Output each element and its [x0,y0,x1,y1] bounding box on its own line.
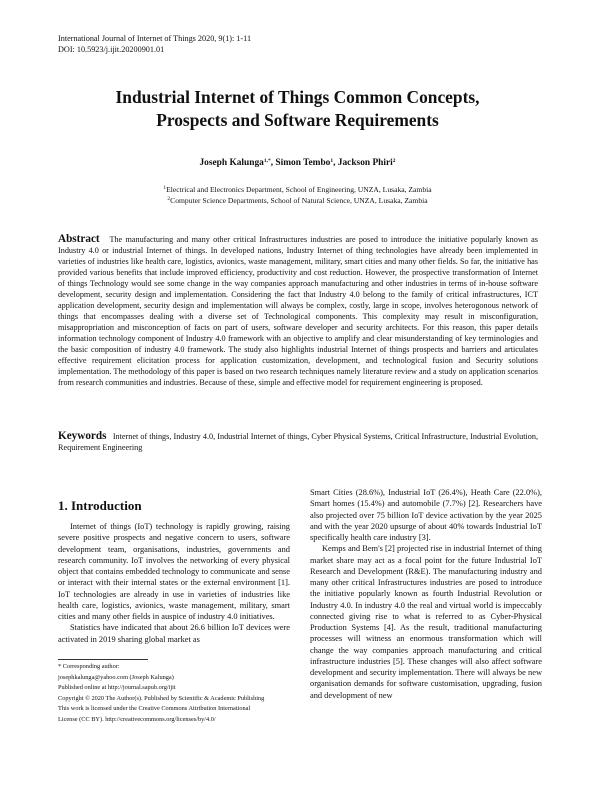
author-affiliation-mark: 1,* [263,158,271,164]
author-name: Jackson Phiri [337,158,393,168]
affiliation [40,195,555,206]
paragraph: Internet of things (IoT) technology is rapidly growing, raising severe positive prospects and negative concern to users, software development team, organisations, industries, governments and research community. IoT involves the networking of every physical object that contains embedded technology to communicate and sense or interact with their internal states or the external environment [1]. IoT technologies are already in use in varieties of industries like health care, logistics, avionics, waste management, military, smart cities and many other fields in auspice of industry 4.0 initiatives. [58,522,290,621]
author-affiliation-mark: 1 [330,158,334,164]
section-heading: 1. Introduction [58,498,142,513]
footnote-line: License (CC BY). http://creativecommons.org/licenses/by/4.0/ [58,715,216,723]
journal-citation: International Journal of Internet of Things 2020, 9(1): 1-11 [58,34,252,43]
affiliation-text: Computer Science Departments, School of Natural Science, UNZA, Lusaka, Zambia [170,196,428,205]
running-header [58,33,251,55]
keywords-text: Internet of things, Industry 4.0, Industrial Internet of things, Cyber Physical Systems, Critical Infrastructure, Industrial Evolution, Requirement Engineering [58,432,539,452]
author-name: Simon Tembo [275,158,331,168]
footnotes [58,662,298,726]
footnote-email[interactable]: josephkalunga@yahoo.com (Joseph Kalunga) [58,673,174,681]
footnote-line: This work is licensed under the Creative Commons Attribution International [58,705,251,713]
doi: DOI: 10.5923/j.ijit.20200901.01 [58,45,165,54]
keywords [58,431,538,453]
author-affiliation-mark: 2 [392,158,396,164]
affiliations [40,184,555,206]
affiliation [40,184,555,195]
paragraph: Kemps and Bem's [2] projected rise in industrial Internet of thing market share may act as a focal point for the future Industrial IoT Research and Development (R&E). The manufacturing industry and many other critical Infrastructures industries are posed to introduce the initiative popularly known as fourth Industrial Revolution or Industry 4.0. In industry 4.0 the real and virtual world is impeccably connected giving rise to what is referred to as Cyber-Physical Production Systems [4]. As the result, traditional manufacturing processes will witness an enormous transformation which will change the way companies approach manufacturing and critical infrastructure industries [5]. These changes will also affect software development and security implementation. There will always be new organisation demands for software customisation, upgrading, fusion and development of new [310,544,542,700]
footnote-line: Published online at http://journal.sapub.org/ijit [58,684,176,692]
affiliation-text: Electrical and Electronics Department, School of Engineering, UNZA, Lusaka, Zambia [166,185,432,194]
abstract [58,234,538,388]
abstract-label: Abstract [58,233,100,245]
affiliation-mark: 2 [167,196,171,202]
footnote-line: Copyright © 2020 The Author(s). Published by Scientific & Academic Publishing [58,694,265,702]
paragraph: Smart Cities (28.6%), Industrial IoT (26.4%), Heath Care (22.0%), Smart homes (15.4%) and automobile (7.7%) [2]. Researchers have also projected over 75 billion IoT device activation by the year 2025 and with the year 2020 upsurge of about 40% towards Industrial IoT specifically health care industry [3]. [310,488,542,542]
title-line: Industrial Internet of Things Common Concepts, [115,87,480,107]
keywords-label: Keywords [58,430,107,442]
affiliation-mark: 1 [163,185,167,191]
abstract-text: The manufacturing and many other critical Infrastructures industries are posed to introduce the initiative popularly known as Industry 4.0 or industrial Internet of things. In developed nations, Industry Internet of thing technologies have already been implemented in varieties of industries like health care, logistics, avionics, waste management, military, smart cities and many other fields. So far, the initiative has provided various benefits that include improved efficiency, productivity and cost reduction. However, the prospective transformation of Internet of things Technology would see some change in the way companies approach manufacturing and other industries in terms of in-house software development, security design and implementation. Considering the fact that Industry 4.0 belong to the family of critical infrastructures, ICT application development, security design and implementation will always be complex, costly, large in scope, involves heterogonous network of things that encompasses dealing with a diverse set of Technological components. This complexity may result in misconfiguration, misappropriation and misconception of facts on part of users, software developer and security architects. For this reason, this paper details information technology component of Industry 4.0 framework with an objective to amplify and clear misunderstanding of key terminologies and the basic composition of industry 4.0 framework. The study also highlights industrial Internet of things prospects and barriers and articulates effective requirement elicitation process for application customization, development, and technological fusion and Security solutions implementation. The methodology of this paper is based on two research techniques namely literature review and a study on application scenarios from research communities and industries. Because of these, simple and effective model for requirement engineering is proposed. [58,235,538,387]
footnote-line: * Corresponding author: [58,663,120,670]
author-list: Joseph Kalunga$^{1,*}$, Simon Tembo$^1$, Jackson Phiri$^2$ [199,158,396,168]
footnote-rule [58,659,148,660]
title-line: Prospects and Software Requirements [156,110,439,130]
right-column [310,487,542,701]
author-name: Joseph Kalunga [199,158,264,168]
paper-title [40,86,555,132]
left-column [58,521,290,645]
paragraph: Statistics have indicated that about 26.6 billion IoT devices were activated in 2019 sharing global market as [58,623,290,644]
